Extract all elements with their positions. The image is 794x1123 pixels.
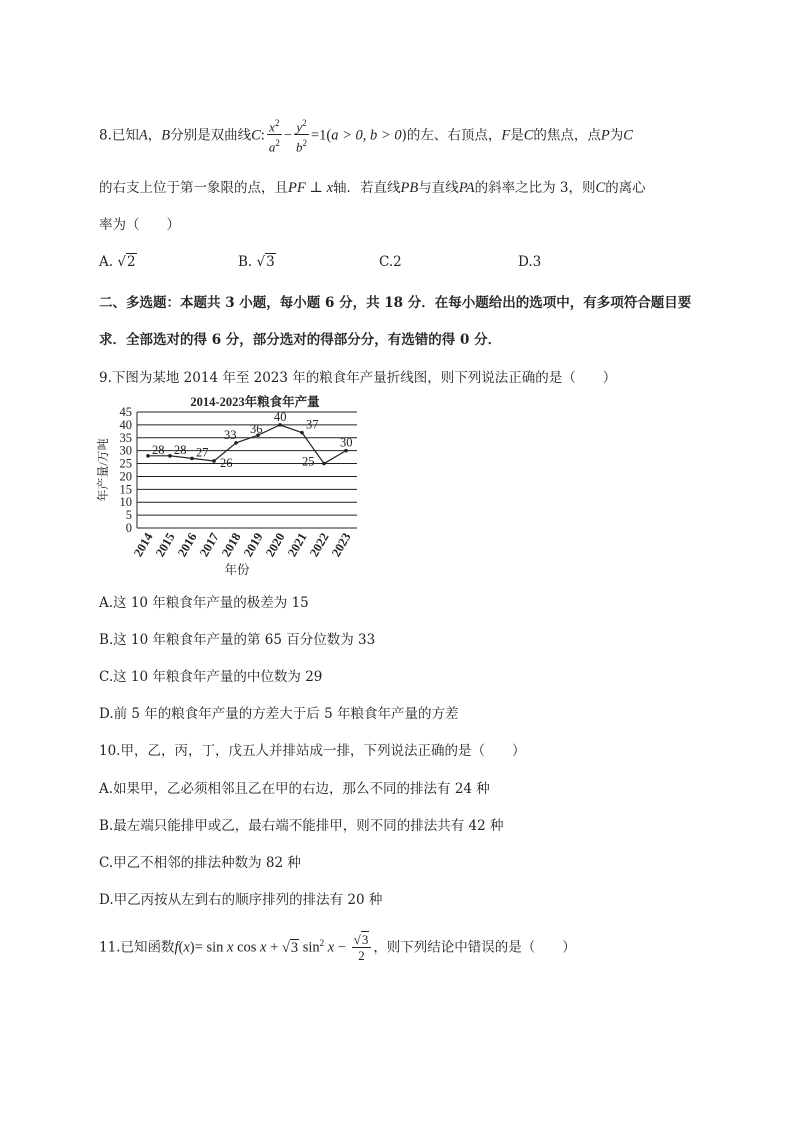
- q9-stem: 9.下图为某地 2014 年至 2023 年的粮食年产量折线图，则下列说法正确的是（ ）: [99, 370, 617, 386]
- data-point: [168, 454, 172, 458]
- x-tick-label: 2015: [152, 530, 178, 560]
- data-label: 28: [152, 442, 165, 457]
- data-point: [322, 462, 326, 466]
- data-label: 25: [302, 454, 315, 469]
- q9-option-c: C.这 10 年粮食年产量的中位数为 29: [99, 669, 323, 685]
- y-axis-label: 年产量/万吨: [96, 438, 110, 502]
- q9-option-a: A.这 10 年粮食年产量的极差为 15: [99, 595, 309, 611]
- y-tick-label: 15: [119, 482, 132, 497]
- section2-line-1: 二、多选题：本题共 3 小题，每小题 6 分，共 18 分．在每小题给出的选项中，有多项符合题目要: [99, 295, 692, 311]
- x-tick-label: 2023: [328, 530, 354, 560]
- q11-stem: 11.已知函数f(x)= sin x cos x + √3 $\sin^2 x$ − $\frac{√3}{2}$ ，则下列结论中错误的是（ ）: [99, 932, 576, 963]
- data-label: 36: [250, 422, 263, 437]
- y-tick-label: 45: [119, 405, 132, 419]
- data-label: 37: [306, 417, 319, 432]
- data-point: [190, 457, 194, 461]
- q8-option-d: D.3: [518, 254, 542, 270]
- q8-option-c: C.2: [379, 254, 402, 270]
- sqrt-3-coefficient: √3: [281, 939, 299, 956]
- x-axis-label: 年份: [224, 563, 250, 577]
- data-point: [146, 454, 150, 458]
- sqrt-2: √2: [117, 254, 136, 270]
- data-label: 40: [274, 409, 287, 424]
- q8-line-2: 的右支上位于第一象限的点，且PF ⊥ x轴．若直线PB与直线PA的斜率之比为 3，则C的离心: [99, 180, 646, 196]
- x-tick-label: 2016: [174, 530, 200, 560]
- q10-option-d: D.甲乙丙按从左到右的顺序排列的排法有 20 种: [99, 892, 383, 908]
- data-point: [300, 431, 304, 435]
- y-tick-label: 10: [119, 495, 132, 510]
- x-tick-label: 2017: [196, 530, 222, 560]
- x-tick-label: 2019: [240, 530, 266, 560]
- chart-title: 2014-2023年粮食年产量: [190, 395, 320, 409]
- q10-option-c: C.甲乙不相邻的排法种数为 82 种: [99, 855, 301, 871]
- data-label: 33: [224, 427, 237, 442]
- y-tick-label: 25: [119, 456, 132, 471]
- x-tick-label: 2021: [284, 530, 310, 560]
- q10-option-b: B.最左端只能排甲或乙，最右端不能排甲，则不同的排法共有 42 种: [99, 818, 504, 834]
- y-tick-label: 40: [119, 417, 132, 432]
- data-label: 26: [220, 455, 233, 470]
- q8-line-1: 8.已知A，B分别是双曲线C: $\frac{x^2}{a^2}$ − $\frac{y^2}{b^2}$ =1(a > 0, b > 0)的左、右顶点，F是C的焦点，点P为C: [99, 118, 633, 155]
- data-label: 30: [340, 435, 353, 450]
- data-label: 27: [196, 445, 209, 460]
- q8-options: [99, 254, 699, 274]
- q10-option-a: A.如果甲，乙必须相邻且乙在甲的右边，那么不同的排法有 24 种: [99, 781, 490, 797]
- x-tick-label: 2018: [218, 530, 244, 560]
- q8-option-a: A. √2: [99, 254, 136, 270]
- data-label: 28: [174, 442, 187, 457]
- y-tick-label: 20: [119, 469, 132, 484]
- y-tick-label: 0: [125, 521, 132, 535]
- section2-line-2: 求．全部选对的得 6 分，部分选对的得部分分，有选错的得 0 分．: [99, 332, 502, 348]
- x-tick-label: 2014: [130, 530, 156, 560]
- y-tick-label: 30: [119, 443, 132, 458]
- q8-line-3: 率为（ ）: [99, 217, 180, 233]
- q9-option-d: D.前 5 年的粮食年产量的方差大于后 5 年粮食年产量的方差: [99, 706, 459, 722]
- x-tick-label: 2020: [262, 530, 288, 560]
- y-tick-label: 5: [125, 508, 132, 523]
- data-point: [212, 459, 216, 463]
- fraction-sqrt3-over-2: $\frac{√3}{2}$: [352, 932, 372, 964]
- line-chart: [95, 390, 370, 580]
- y-tick-label: 35: [119, 430, 132, 445]
- q9-option-b: B.这 10 年粮食年产量的第 65 百分位数为 33: [99, 632, 376, 648]
- fraction-x2-a2: $\frac{x^2}{a^2}$: [268, 118, 280, 155]
- fraction-y2-b2: $\frac{y^2}{b^2}$: [296, 118, 307, 155]
- q8-option-b: B. √3: [238, 254, 275, 270]
- sqrt-3: √3: [256, 254, 275, 270]
- x-tick-label: 2022: [306, 530, 332, 560]
- q10-stem: 10.甲，乙，丙，丁，戊五人并排站成一排，下列说法正确的是（ ）: [99, 743, 526, 759]
